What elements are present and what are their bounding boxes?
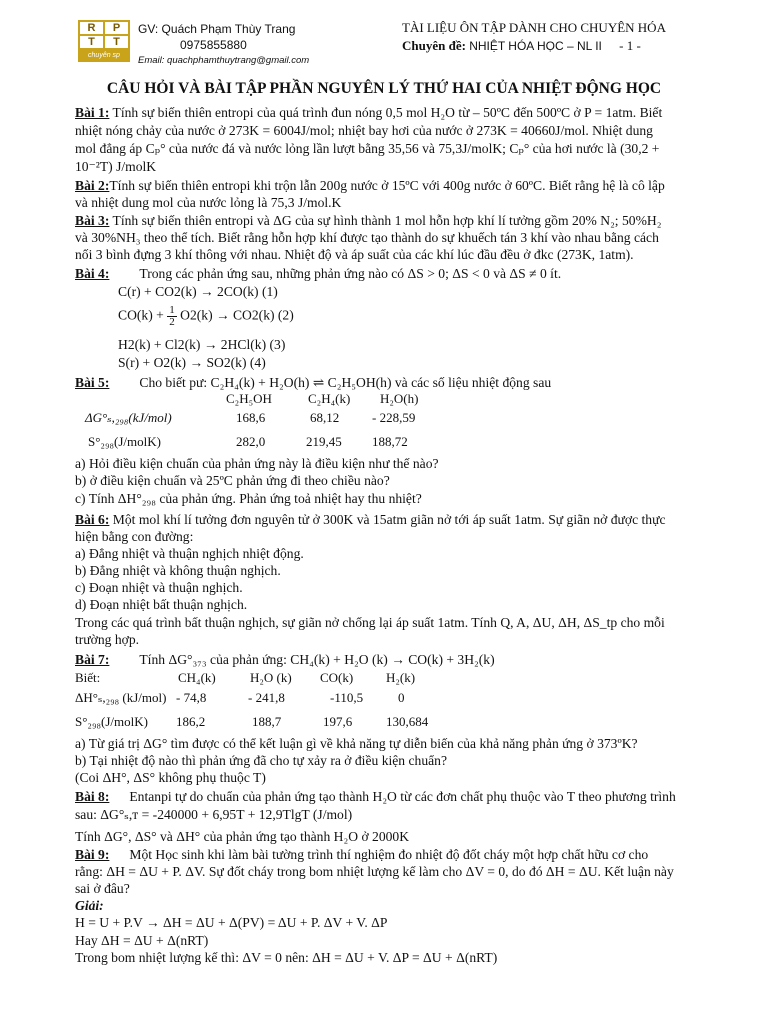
exercise-label: Bài 5: [75,375,110,390]
text-line: b) Tại nhiệt độ nào thì phản ứng đã cho tự xảy ra ở điều kiện chuẩn? [75,753,447,768]
text-line: nhiệt nóng chảy của nước ở 273K = 6004J/mol; nhiệt bay hơi của nước ở 273K = 40660J/mol. Nhiệt dung [75,123,653,138]
text-line: Một mol khí lí tưởng đơn nguyên tử ở 300K và 15atm giãn nở tới áp suất 1atm. Sự giãn nở được thực [112,512,666,527]
page-title: CÂU HỎI VÀ BÀI TẬP PHẦN NGUYÊN LÝ THỨ HAI CỦA NHIỆT ĐỘNG HỌC [106,80,662,97]
table-cell: 282,0 [236,434,266,449]
table-header: H₂O (k) [250,670,292,685]
doc-title: TÀI LIỆU ÔN TẬP DÀNH CHO CHUYÊN HÓA [402,20,666,35]
table-row-label: ΔG°ₛ,₂₉₈(kJ/mol) [85,410,172,425]
table-row-label: S°₂₉₈(J/molK) [75,714,148,729]
table-cell: 219,45 [306,434,342,449]
table-cell: 168,6 [236,410,266,425]
text-line: Tính ΔG°, ΔS° và ΔH° của phản ứng tạo thành H₂O ở 2000K [75,829,410,844]
reaction-text: O2(k) → CO2(k) (2) [180,307,294,323]
table-header: CO(k) [320,670,354,685]
exercise-1 [75,104,662,121]
exercise-label: Bài 9: [75,847,110,862]
author-logo [78,20,130,62]
table5-header: H₂O(h) [380,391,419,406]
solution-heading: Giải: [75,898,104,913]
exercise-label: Bài 1: [75,105,110,120]
text-line: a) Từ giá trị ΔG° tìm được có thể kết luận gì về khả năng tự diễn biến của khả năng phản ứng ở 373ºK? [75,736,638,751]
text-line: mol đẳng áp Cₚ° của nước đá và nước lỏng lần lượt bằng 35,56 và 75,3J/molK; Cₚ° của hơi nước là (30,2 + [75,141,660,156]
table-cell: 188,72 [372,434,408,449]
text-line: trường hợp. [75,632,140,647]
text-line: (Coi ΔH°, ΔS° không phụ thuộc T) [75,770,266,785]
table-header: H₂(k) [386,670,416,685]
author-name: GV: Quách Phạm Thùy Trang [138,22,296,36]
table5-header [226,391,272,407]
text-line: hiện bằng con đường: [75,529,194,544]
exercise-4 [75,265,561,282]
exercise-9 [75,846,648,863]
exercise-5 [75,374,551,391]
fraction-half [167,305,177,328]
table-cell: - 241,8 [248,690,285,705]
text-line: Entanpi tự do chuẩn của phản ứng tạo thành H₂O từ các đơn chất phụ thuộc vào T theo phương trình [129,789,676,804]
exercise-3 [75,212,661,229]
exercise-label: Bài 2: [75,178,110,193]
text-line: Tính sự biến thiên entropi và ΔG của sự hình thành 1 mol hỗn hợp khí lí tưởng gồm 20% N₂; 50%H₂ [112,213,662,228]
text-line: Tính sự biến thiên entropi khi trộn lẫn 200g nước ở 15ºC với 400g nước ở 60ºC. Biết rằng hệ là cô lập [109,178,665,193]
numerator: 1 [169,304,175,316]
topic-label: Chuyên đề: [402,38,466,53]
text-line: H = U + P.V → ΔH = ΔU + Δ(PV) = ΔU + P. ΔV + V. ΔP [75,915,388,930]
exercise-8 [75,788,676,805]
exercise-label: Bài 6: [75,512,110,527]
reaction-3: H2(k) + Cl2(k) → 2HCl(k) (3) [118,337,286,352]
logo-letter: T [105,36,128,48]
text-line: Trong các phản ứng sau, những phản ứng nào có ΔS > 0; ΔS < 0 và ΔS ≠ 0 ít. [139,266,562,281]
author-phone: 0975855880 [180,38,247,52]
table-row-label: ΔH°ₛ,₂₉₈ (kJ/mol) [75,690,167,705]
text-line: và 30%NH₃ theo thể tích. Biết rằng hỗn hợp khí được tạo thành do sự khuếch tán 3 khí vào nhau bằng cách [75,230,659,245]
text-line: a) Đẳng nhiệt và thuận nghịch nhiệt động. [75,546,304,561]
logo-letter: T [80,36,103,48]
table-cell: 130,684 [386,714,429,729]
text-line: Tính sự biến thiên entropi của quá trình đun nóng 0,5 mol H₂O từ – 50ºC đến 500ºC ở P = 1atm. Biết [112,105,663,120]
text-line: b) ở điều kiện chuẩn và 25ºC phản ứng đi theo chiều nào? [75,473,390,488]
denominator: 2 [169,316,175,328]
reaction-text: CO(k) + [118,307,164,323]
reaction-4: S(r) + O2(k) → SO2(k) (4) [118,355,266,370]
exercise-6 [75,511,665,528]
text-line: Tính ΔG°₃₇₃ của phản ứng: CH₄(k) + H₂O (k) → CO(k) + 3H₂(k) [139,652,495,667]
table-cell: 186,2 [176,714,206,729]
reaction-1: C(r) + CO2(k) → 2CO(k) (1) [118,284,278,299]
logo-letter: R [80,22,103,34]
exercise-2 [75,177,665,194]
text-line: Cho biết pư: C₂H₄(k) + H₂O(h) ⇌ C₂H₅OH(h) và các số liệu nhiệt động sau [139,375,552,390]
text-line: sai ở đâu? [75,881,130,896]
table-header: CH₄(k) [178,670,216,685]
exercise-label: Bài 7: [75,652,110,667]
table-cell: 68,12 [310,410,340,425]
text-line: rằng: ΔH = ΔU + P. ΔV. Sự đốt cháy trong bom nhiệt lượng kế làm cho ΔV = 0, do đó ΔH = ΔU. Kết luận này [75,864,674,879]
author-email: Email: quachphamthuytrang@gmail.com [138,55,310,66]
text-line: c) Tính ΔH°₂₉₈ của phản ứng. Phản ứng toả nhiệt hay thu nhiệt? [75,491,422,506]
reaction-2 [118,305,294,328]
text-line: b) Đẳng nhiệt và không thuận nghịch. [75,563,281,578]
text-line: Một Học sinh khi làm bài tường trình thí nghiệm đo nhiệt độ đốt cháy một hợp chất hữu cơ cho [129,847,649,862]
text-line: d) Đoạn nhiệt bất thuận nghịch. [75,597,248,612]
exercise-label: Bài 8: [75,789,110,804]
table5-header: C₂H₄(k) [308,391,351,406]
page-header [0,0,768,78]
text-line: 10⁻²T) J/molK [75,159,157,174]
table-cell: - 228,59 [372,410,416,425]
exercise-7 [75,651,495,668]
table-cell: 0 [398,690,405,705]
page-number: - 1 - [619,38,641,53]
table7-label: Biết: [75,670,101,685]
text-line: nối 3 bình đựng 3 khí thông với nhau. Nhiệt độ và áp suất của các khí lúc đầu đều ở đkc (273K, 1atm). [75,247,634,262]
table-header: C₂H₅OH [226,391,272,406]
table-row-label: S°₂₉₈(J/molK) [88,434,161,449]
text-line: và nhiệt dung mol của nước lỏng là 75,3 J/mol.K [75,195,342,210]
doc-topic [402,38,641,54]
table-cell: -110,5 [330,690,364,705]
text-line: a) Hỏi điều kiện chuẩn của phản ứng này là điều kiện như thế nào? [75,456,439,471]
text-line: Hay ΔH = ΔU + Δ(nRT) [75,933,209,948]
table-cell: 197,6 [323,714,353,729]
table-cell: 188,7 [252,714,282,729]
logo-letter: P [105,22,128,34]
topic-text: NHIỆT HÓA HỌC – NL II [469,39,602,53]
text-line: c) Đoạn nhiệt và thuận nghịch. [75,580,243,595]
text-line: sau: ΔG°ₛ,ᴛ = -240000 + 6,95T + 12,9TlgT (J/mol) [75,807,353,822]
text-line: Trong bom nhiệt lượng kế thì: ΔV = 0 nên: ΔH = ΔU + V. ΔP = ΔU + Δ(nRT) [75,950,498,965]
exercise-label: Bài 4: [75,266,110,281]
text-line: Trong các quá trình bất thuận nghịch, sự giãn nở chống lại áp suất 1atm. Tính Q, A, ΔU, ΔH, ΔS_tp cho mỗi [75,615,665,630]
table-cell: - 74,8 [176,690,207,705]
logo-caption: chuyên sp [80,50,128,60]
exercise-label: Bài 3: [75,213,110,228]
